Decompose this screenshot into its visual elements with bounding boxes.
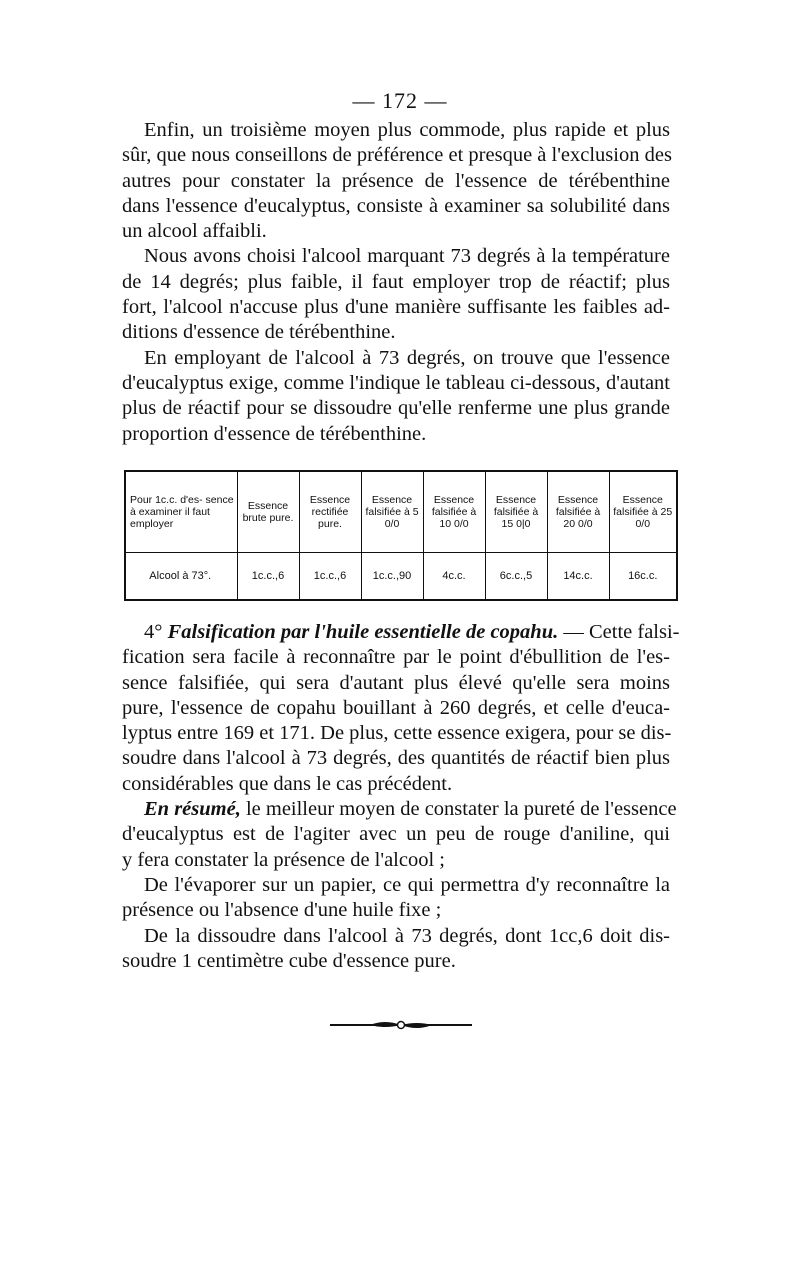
column-header: Essence falsifiée à 5 0/0 (361, 471, 423, 553)
value-cell: 16c.c. (609, 553, 677, 601)
text-line: dans l'essence d'eucalyptus, consiste à examiner sa solubilité dans (122, 194, 670, 217)
column-header: Essence rectifiée pure. (299, 471, 361, 553)
table-header-row (125, 471, 677, 553)
summary-first-line (122, 797, 677, 822)
text-line: pure, l'essence de copahu bouillant à 260 degrés, et celle d'euca- (122, 696, 670, 719)
summary-lead: En résumé, (144, 798, 241, 821)
text-line: De la dissoudre dans l'alcool à 73 degrés, dont 1cc,6 doit dis- (144, 924, 670, 947)
text-line: présence ou l'absence d'une huile fixe ; (122, 899, 442, 922)
section-heading-line (122, 620, 680, 645)
text-line: considérables que dans le cas précédent. (122, 772, 453, 795)
intro-paragraphs (122, 118, 670, 447)
text-line: d'eucalyptus exige, comme l'indique le tableau ci-dessous, d'autant (122, 371, 670, 394)
text-line: En employant de l'alcool à 73 degrés, on trouve que l'essence (144, 346, 670, 369)
value-cell: 6c.c.,5 (485, 553, 547, 601)
table-row (125, 553, 677, 601)
text-line: plus de réactif pour se dissoudre qu'elle renferme une plus grande (122, 397, 670, 420)
text-line: soudre dans l'alcool à 73 degrés, des quantités de réactif bien plus (122, 747, 670, 770)
text-line: sûr, que nous conseillons de préférence et presque à l'exclusion des (122, 144, 672, 167)
column-header: Essence brute pure. (237, 471, 299, 553)
text-line: d'eucalyptus est de l'agiter avec un peu de rouge d'aniline, qui (122, 823, 670, 846)
value-cell: 4c.c. (423, 553, 485, 601)
value-cell: 1c.c.,90 (361, 553, 423, 601)
text-line: proportion d'essence de térébenthine. (122, 422, 427, 445)
text-line: autres pour constater la présence de l'essence de térébenthine (122, 169, 670, 192)
text-line: ditions d'essence de térébenthine. (122, 321, 396, 344)
solubility-table (124, 470, 678, 601)
text-line: y fera constater la présence de l'alcool ; (122, 848, 445, 871)
column-header: Essence falsifiée à 20 0/0 (547, 471, 609, 553)
text-line: de 14 degrés; plus faible, il faut employer trop de réactif; plus (122, 270, 670, 293)
text-line: De l'évaporer sur un papier, ce qui permettra d'y reconnaître la (144, 873, 670, 896)
text-fragment: — Cette falsi- (563, 621, 680, 643)
column-header: Essence falsifiée à 10 0/0 (423, 471, 485, 553)
text-line: Enfin, un troisième moyen plus commode, plus rapide et plus (144, 119, 670, 141)
text-line: fication sera facile à reconnaître par le point d'ébullition de l'es- (122, 646, 670, 669)
column-header: Essence falsifiée à 25 0/0 (609, 471, 677, 553)
value-cell: 14c.c. (547, 553, 609, 601)
row-header-cell: Pour 1c.c. d'es- sence à examiner il faut employer (125, 471, 237, 553)
column-header: Essence falsifiée à 15 0|0 (485, 471, 547, 553)
text-line: sence falsifiée, qui sera d'autant plus élevé qu'elle sera moins (122, 671, 670, 694)
text-line: lyptus entre 169 et 171. De plus, cette essence exigera, pour se dis- (122, 722, 672, 745)
text-line: Nous avons choisi l'alcool marquant 73 degrés à la température (144, 245, 670, 268)
page-number: — 172 — (352, 88, 448, 113)
section-number: 4° (144, 621, 163, 643)
decorative-rule-icon (330, 1018, 472, 1032)
row-label-cell: Alcool à 73°. (125, 553, 237, 601)
text-fragment: le meilleur moyen de constater la pureté de l'essence (245, 798, 677, 821)
text-line: un alcool affaibli. (122, 220, 267, 243)
text-line: fort, l'alcool n'accuse plus d'une manière suffisante les faibles ad- (122, 296, 670, 319)
value-cell: 1c.c.,6 (237, 553, 299, 601)
section-title: Falsification par l'huile essentielle de copahu. (167, 621, 559, 643)
text-line: soudre 1 centimètre cube d'essence pure. (122, 949, 456, 972)
section-copahu (122, 620, 680, 974)
value-cell: 1c.c.,6 (299, 553, 361, 601)
